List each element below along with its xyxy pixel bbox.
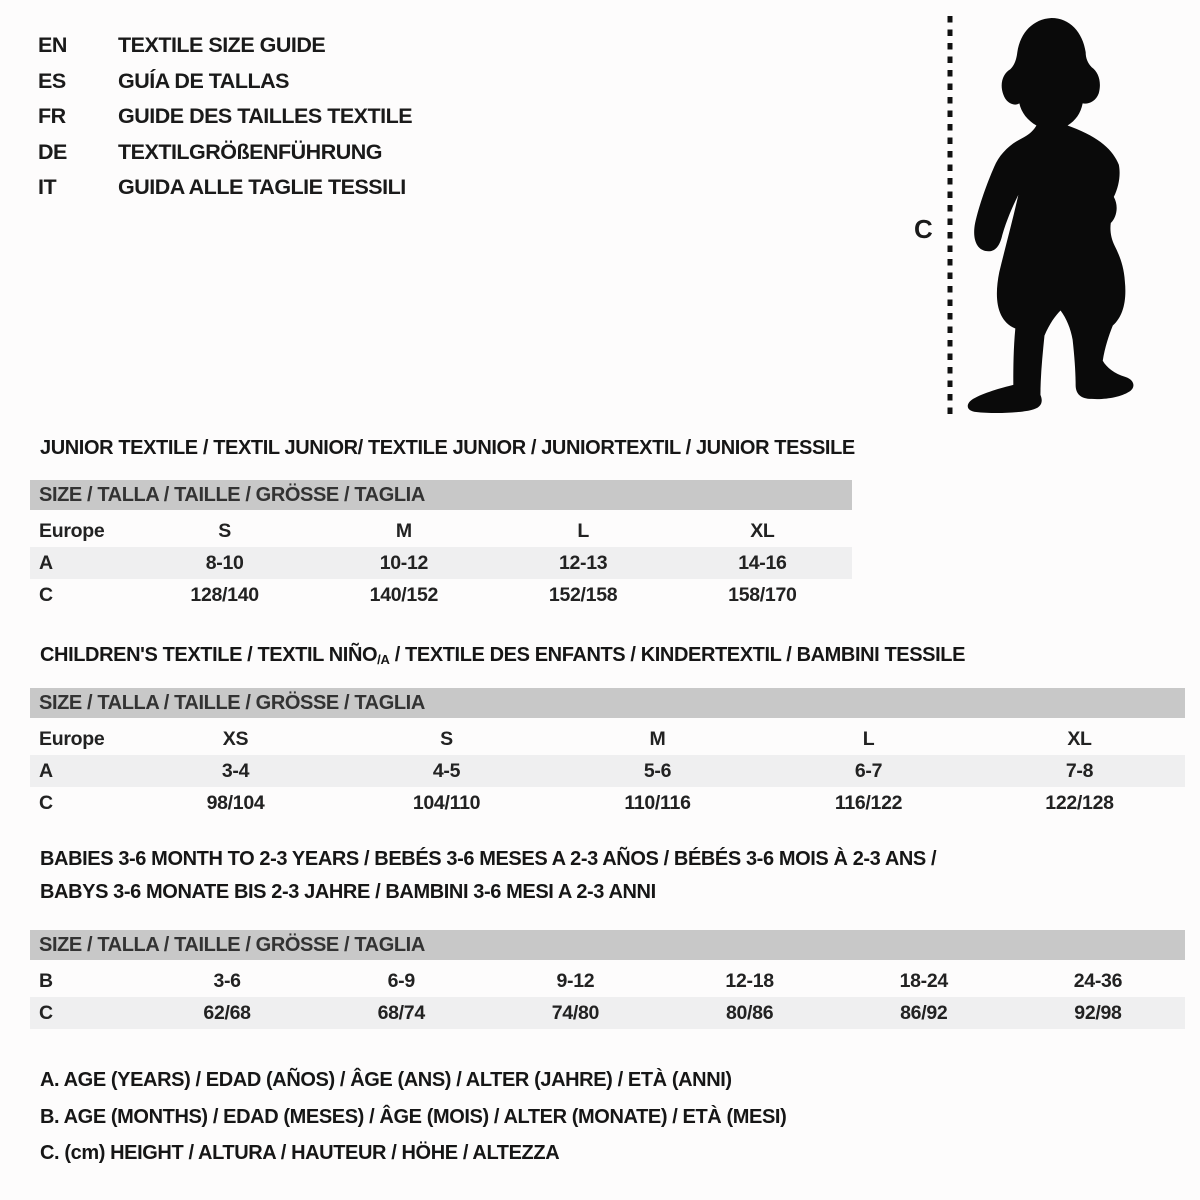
table-cell: 68/74 <box>377 1002 425 1024</box>
children-section-title <box>40 644 965 667</box>
legend <box>40 1062 786 1172</box>
table-cell: 6-9 <box>387 970 415 992</box>
table-cell: 24-36 <box>1073 970 1123 992</box>
language-row-en <box>38 28 412 64</box>
table-cell: 5-6 <box>643 760 672 782</box>
legend-line-b: B. AGE (MONTHS) / EDAD (MESES) / ÂGE (MOIS) / ALTER (MONATE) / ETÀ (MESI) <box>40 1105 787 1128</box>
language-row-fr <box>38 99 412 135</box>
row-label: A <box>39 552 53 574</box>
row-label: Europe <box>39 728 105 750</box>
table-row <box>30 787 1185 819</box>
language-label: GUIDA ALLE TAGLIE TESSILI <box>118 175 406 200</box>
table-row <box>30 965 1185 997</box>
table-row <box>30 547 852 579</box>
language-code: ES <box>38 68 66 93</box>
table-cell: 62/68 <box>203 1002 251 1024</box>
children-title-pre: CHILDREN'S TEXTILE / TEXTIL NIÑO <box>40 644 378 666</box>
babies-section-title <box>40 843 936 909</box>
language-code: FR <box>38 104 66 129</box>
table-row <box>30 755 1185 787</box>
table-cell: 140/152 <box>369 584 439 606</box>
language-code: DE <box>38 139 67 164</box>
language-row-de <box>38 135 412 171</box>
junior-size-header: SIZE / TALLA / TAILLE / GRÖSSE / TAGLIA <box>30 480 852 510</box>
table-cell: 92/98 <box>1074 1002 1122 1024</box>
language-code: IT <box>38 175 57 200</box>
language-label: GUIDE DES TAILLES TEXTILE <box>118 104 413 129</box>
table-row <box>30 515 852 547</box>
children-size-table <box>30 688 1185 819</box>
table-cell: 86/92 <box>900 1002 948 1024</box>
row-label: B <box>39 970 53 992</box>
language-row-es <box>38 64 412 100</box>
table-cell: XS <box>222 728 249 750</box>
table-cell: 4-5 <box>432 760 461 782</box>
table-cell: 74/80 <box>551 1002 600 1024</box>
row-label: A <box>39 760 53 782</box>
babies-title-line1: BABIES 3-6 MONTH TO 2-3 YEARS / BEBÉS 3-6 MESES A 2-3 AÑOS / BÉBÉS 3-6 MOIS À 2-3 ANS / <box>40 848 937 870</box>
table-cell: L <box>862 728 875 750</box>
table-cell: 122/128 <box>1045 792 1114 814</box>
table-cell: 128/140 <box>190 584 259 606</box>
children-title-post: / TEXTILE DES ENFANTS / KINDERTEXTIL / BAMBINI TESSILE <box>389 644 966 666</box>
table-row <box>30 997 1185 1029</box>
table-cell: 3-4 <box>221 760 250 782</box>
language-list <box>38 28 412 206</box>
row-label: C <box>39 1002 53 1024</box>
babies-title-line2: BABYS 3-6 MONATE BIS 2-3 JAHRE / BAMBINI 3-6 MESI A 2-3 ANNI <box>40 881 656 903</box>
table-cell: 12-13 <box>558 552 608 574</box>
row-label: C <box>39 584 53 606</box>
children-title-sub: /A <box>377 652 390 667</box>
table-cell: S <box>218 520 231 542</box>
table-cell: S <box>440 728 453 750</box>
toddler-silhouette-icon <box>962 16 1140 418</box>
babies-size-header: SIZE / TALLA / TAILLE / GRÖSSE / TAGLIA <box>30 930 1185 960</box>
height-measure-label: C <box>914 214 933 244</box>
table-cell: L <box>577 520 589 542</box>
table-cell: XL <box>1067 728 1092 750</box>
table-cell: M <box>395 520 412 542</box>
table-cell: 12-18 <box>725 970 774 992</box>
table-cell: 3-6 <box>213 970 241 992</box>
legend-line-a: A. AGE (YEARS) / EDAD (AÑOS) / ÂGE (ANS) / ALTER (JAHRE) / ETÀ (ANNI) <box>40 1069 732 1091</box>
babies-size-table <box>30 930 1185 1029</box>
language-label: GUÍA DE TALLAS <box>118 68 289 93</box>
table-cell: 80/86 <box>725 1002 774 1024</box>
table-row <box>30 723 1185 755</box>
table-cell: XL <box>750 520 775 542</box>
language-label: TEXTILE SIZE GUIDE <box>118 33 326 58</box>
table-cell: 6-7 <box>854 760 883 782</box>
table-cell: 116/122 <box>834 792 903 814</box>
language-row-it <box>38 170 412 206</box>
junior-size-table <box>30 480 852 611</box>
table-cell: 14-16 <box>738 552 787 574</box>
children-size-header: SIZE / TALLA / TAILLE / GRÖSSE / TAGLIA <box>30 688 1185 718</box>
table-row <box>30 579 852 611</box>
table-cell: 98/104 <box>206 792 265 814</box>
table-cell: M <box>649 728 666 750</box>
table-cell: 104/110 <box>412 792 481 814</box>
language-code: EN <box>38 33 67 58</box>
table-cell: 7-8 <box>1065 760 1094 782</box>
row-label: C <box>39 792 53 814</box>
table-cell: 158/170 <box>728 584 797 606</box>
legend-line-c: C. (cm) HEIGHT / ALTURA / HAUTEUR / HÖHE / ALTEZZA <box>40 1142 560 1164</box>
table-cell: 18-24 <box>899 970 948 992</box>
table-cell: 10-12 <box>379 552 429 574</box>
table-cell: 152/158 <box>548 584 618 606</box>
table-cell: 9-12 <box>556 970 595 992</box>
table-cell: 8-10 <box>205 552 244 574</box>
table-cell: 110/116 <box>624 792 691 814</box>
height-dashed-line <box>947 16 953 418</box>
language-label: TEXTILGRÖßENFÜHRUNG <box>118 139 383 164</box>
row-label: Europe <box>39 520 105 542</box>
junior-section-title: JUNIOR TEXTILE / TEXTIL JUNIOR/ TEXTILE JUNIOR / JUNIORTEXTIL / JUNIOR TESSILE <box>40 437 855 459</box>
